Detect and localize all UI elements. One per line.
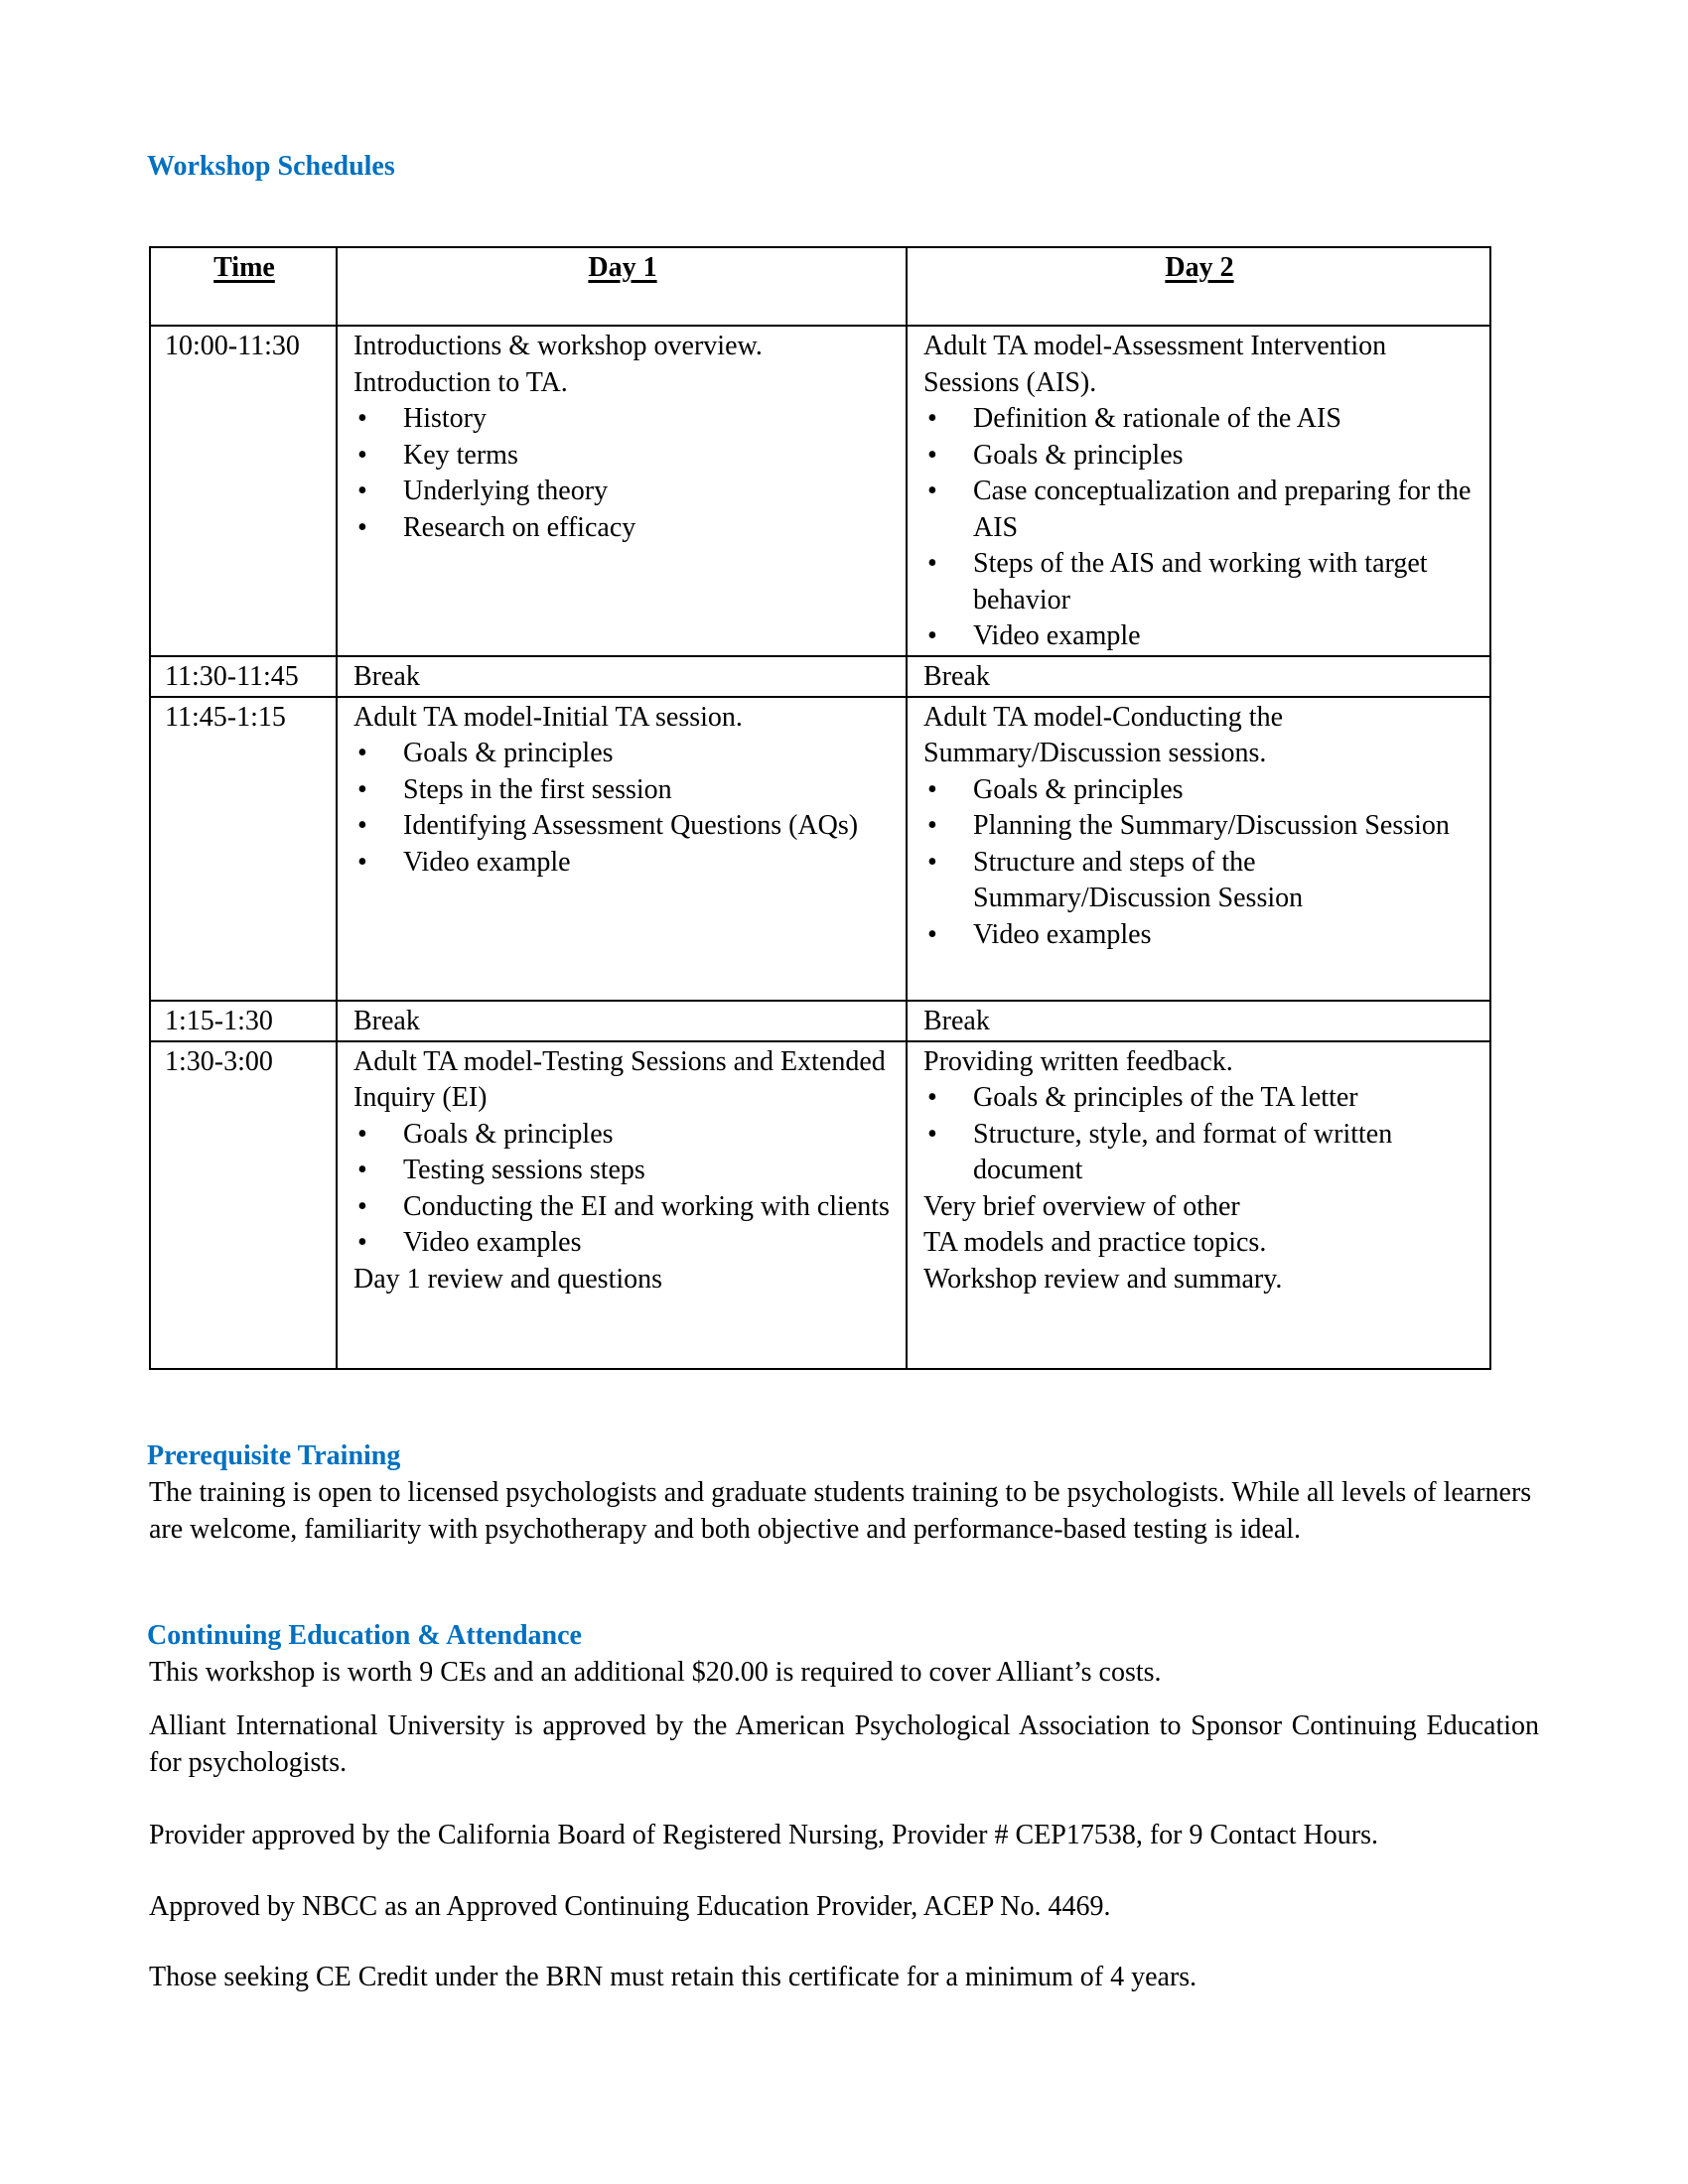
session-title: Adult TA model-Initial TA session. [353, 701, 743, 733]
topic-text: Planning the Summary/Discussion Session [973, 810, 1450, 841]
topic-text: Definition & rationale of the AIS [973, 403, 1341, 434]
ce-paragraph-brn: Provider approved by the California Board of Registered Nursing, Provider # CEP17538, for 9 Contact Hours. [149, 1820, 1379, 1850]
bullet-icon: • [357, 846, 367, 878]
session-title: Break [923, 660, 990, 692]
topic-list-item [353, 845, 892, 882]
topic-text: Underlying theory [403, 476, 609, 506]
bullet-icon: • [357, 738, 367, 768]
time-cell: 10:00-11:30 [150, 326, 337, 656]
topic-list-item [923, 474, 1476, 546]
topic-list-item [353, 1189, 892, 1226]
day-1-cell [337, 1041, 907, 1369]
bullet-icon: • [357, 773, 367, 805]
session-title: Break [353, 1005, 420, 1036]
workshop-schedules-heading: Workshop Schedules [147, 151, 395, 182]
schedule-row [150, 697, 1490, 1001]
day-2-cell [907, 1001, 1490, 1041]
topic-text: Video example [403, 846, 571, 878]
topic-list-item [353, 808, 892, 845]
topic-text: Goals & principles [403, 738, 614, 768]
bullet-icon: • [357, 511, 367, 543]
topic-text: Research on efficacy [403, 511, 636, 543]
topic-text: History [403, 403, 487, 434]
topic-text: Steps in the first session [403, 773, 672, 805]
schedule-header-row [150, 247, 1490, 326]
topic-list [353, 401, 892, 546]
bullet-icon: • [927, 1118, 937, 1150]
topic-list-item [923, 438, 1476, 475]
day-2-cell [907, 697, 1490, 1001]
topic-list [353, 1117, 892, 1262]
topic-list-item [353, 1225, 892, 1262]
bullet-icon: • [927, 1082, 937, 1113]
schedule-table [149, 246, 1491, 1370]
time-cell: 11:45-1:15 [150, 697, 337, 1001]
session-title: Break [353, 660, 420, 692]
bullet-icon: • [357, 403, 367, 434]
day-2-cell [907, 1041, 1490, 1369]
session-note: Very brief overview of other [923, 1190, 1240, 1222]
session-title: Break [923, 1005, 990, 1036]
day-1-cell [337, 326, 907, 656]
bullet-icon: • [927, 810, 937, 841]
session-title: Introduction to TA. [353, 366, 568, 398]
schedule-row [150, 326, 1490, 656]
continuing-education-heading: Continuing Education & Attendance [147, 1620, 582, 1651]
day-1-cell [337, 697, 907, 1001]
prerequisite-training-heading: Prerequisite Training [147, 1440, 401, 1471]
session-title: Adult TA model-Testing Sessions and Extended Inquiry (EI) [353, 1045, 886, 1113]
session-note: TA models and practice topics. [923, 1227, 1267, 1258]
topic-list-item [353, 772, 892, 809]
session-note: Day 1 review and questions [353, 1263, 663, 1295]
schedule-row [150, 656, 1490, 697]
bullet-icon: • [357, 1155, 367, 1185]
schedule-row [150, 1001, 1490, 1041]
header-time: Time [150, 247, 337, 326]
bullet-icon: • [927, 548, 937, 579]
topic-text: Video example [973, 620, 1141, 651]
topic-list-item [923, 917, 1476, 954]
bullet-icon: • [357, 1118, 367, 1150]
bullet-icon: • [357, 439, 367, 471]
time-cell: 1:30-3:00 [150, 1041, 337, 1369]
topic-list [353, 736, 892, 881]
day-1-cell [337, 656, 907, 697]
topic-list-item [353, 474, 892, 510]
topic-text: Steps of the AIS and working with target behavior [973, 548, 1428, 615]
bullet-icon: • [357, 810, 367, 841]
session-title: Introductions & workshop overview. [353, 331, 763, 361]
topic-text: Key terms [403, 439, 518, 471]
topic-text: Identifying Assessment Questions (AQs) [403, 810, 859, 841]
session-title: Providing written feedback. [923, 1045, 1233, 1077]
topic-list-item [923, 401, 1476, 438]
topic-list-item [923, 546, 1476, 618]
topic-text: Testing sessions steps [403, 1155, 645, 1185]
topic-list-item [923, 772, 1476, 809]
prerequisite-training-body: The training is open to licensed psychologists and graduate students training to be psychologists. While all levels of learners are welcome, familiarity with psychotherapy and both objective and performance-based testing is ideal. [149, 1477, 1532, 1545]
topic-list-item [353, 736, 892, 772]
bullet-icon: • [927, 439, 937, 471]
topic-text: Goals & principles of the TA letter [973, 1082, 1358, 1113]
time-cell: 11:30-11:45 [150, 656, 337, 697]
topic-text: Goals & principles [403, 1118, 614, 1150]
bullet-icon: • [927, 403, 937, 434]
ce-paragraph-credits: This workshop is worth 9 CEs and an additional $20.00 is required to cover Alliant’s costs. [149, 1657, 1162, 1688]
topic-text: Video examples [403, 1227, 582, 1258]
time-cell: 1:15-1:30 [150, 1001, 337, 1041]
topic-text: Structure and steps of the Summary/Discussion Session [973, 846, 1304, 913]
day-1-cell [337, 1001, 907, 1041]
topic-list-item [353, 1153, 892, 1189]
topic-list-item [353, 510, 892, 547]
ce-paragraph-apa: Alliant International University is approved by the American Psychological Association to Sponsor Continuing Education for psychologists. [149, 1710, 1539, 1778]
session-title: Adult TA model-Assessment Intervention Sessions (AIS). [923, 331, 1387, 398]
header-day-1: Day 1 [337, 247, 907, 326]
topic-list [923, 772, 1476, 954]
bullet-icon: • [927, 773, 937, 805]
schedule-row [150, 1041, 1490, 1369]
bullet-icon: • [927, 918, 937, 950]
bullet-icon: • [357, 1190, 367, 1222]
topic-text: Case conceptualization and preparing for the AIS [973, 476, 1472, 543]
session-title: Adult TA model-Conducting the Summary/Discussion sessions. [923, 701, 1283, 768]
ce-paragraph-nbcc: Approved by NBCC as an Approved Continuing Education Provider, ACEP No. 4469. [149, 1891, 1111, 1922]
topic-list-item [353, 438, 892, 475]
topic-list [923, 401, 1476, 655]
header-day-2: Day 2 [907, 247, 1490, 326]
topic-list-item [923, 618, 1476, 655]
bullet-icon: • [927, 620, 937, 651]
bullet-icon: • [357, 1227, 367, 1258]
topic-text: Structure, style, and format of written document [973, 1118, 1393, 1185]
bullet-icon: • [927, 846, 937, 878]
topic-list-item [923, 1117, 1476, 1189]
day-2-cell [907, 656, 1490, 697]
topic-list-item [923, 1080, 1476, 1117]
topic-list-item [923, 845, 1476, 917]
topic-text: Conducting the EI and working with clients [403, 1190, 890, 1222]
bullet-icon: • [357, 476, 367, 506]
topic-list-item [353, 401, 892, 438]
ce-paragraph-retention: Those seeking CE Credit under the BRN must retain this certificate for a minimum of 4 years. [149, 1962, 1197, 1992]
session-note: Workshop review and summary. [923, 1263, 1283, 1295]
topic-text: Video examples [973, 918, 1152, 950]
topic-text: Goals & principles [973, 439, 1184, 471]
topic-text: Goals & principles [973, 773, 1184, 805]
topic-list-item [923, 808, 1476, 845]
bullet-icon: • [927, 476, 937, 506]
topic-list [923, 1080, 1476, 1189]
day-2-cell [907, 326, 1490, 656]
topic-list-item [353, 1117, 892, 1154]
